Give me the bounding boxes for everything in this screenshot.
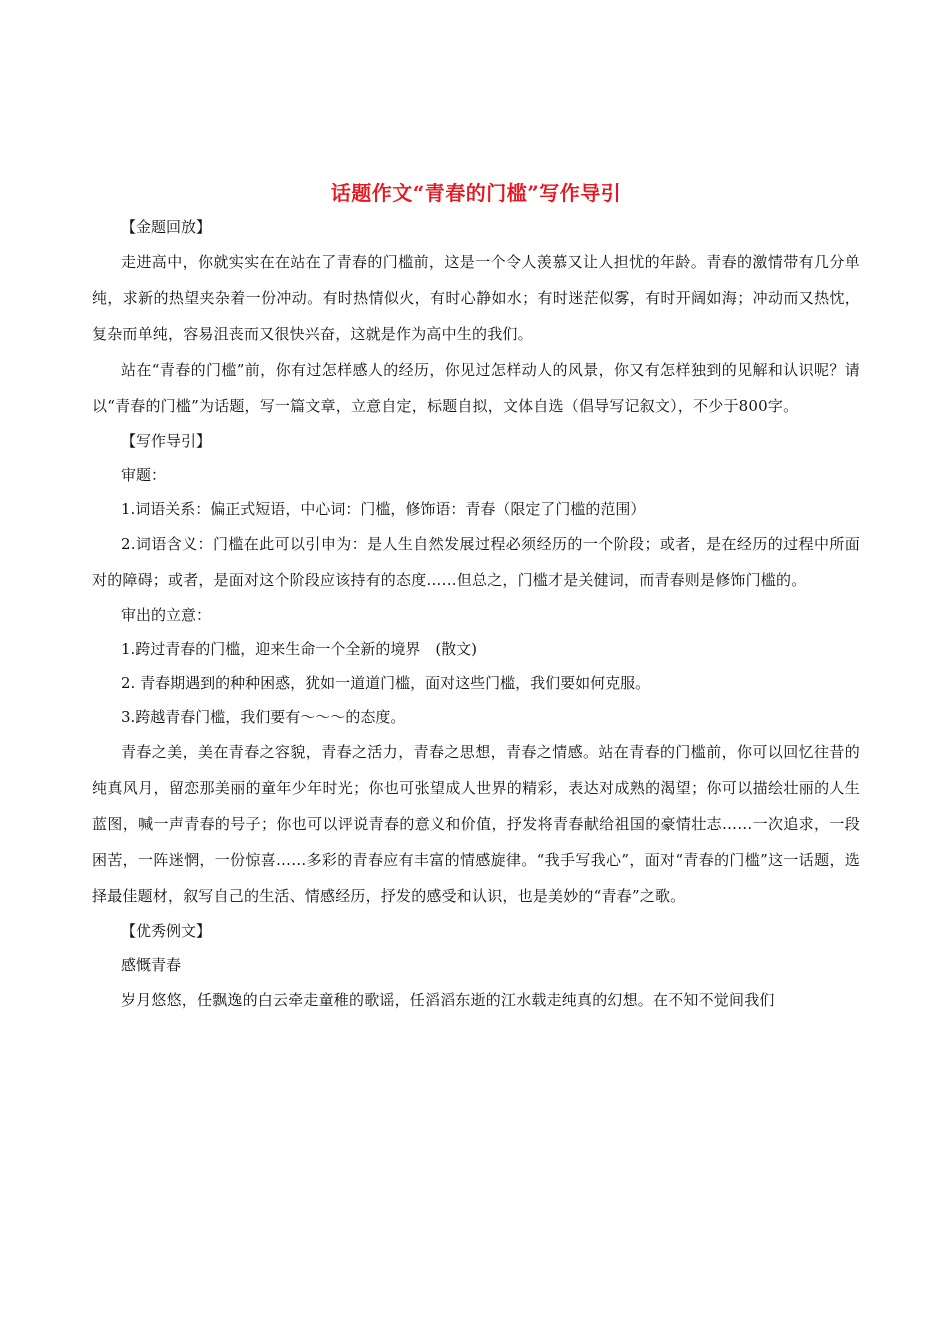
idea-label: 审出的立意： bbox=[121, 606, 212, 624]
guide-paragraph: 青春之美，美在青春之容貌，青春之活力，青春之思想，青春之情感。站在青春的门槛前，你可以回忆往昔的纯真风月，留恋那美丽的童年少年时光；你也可张望成人世界的精彩，表达对成熟的渴望；你可以描绘壮丽的人生蓝图，喊一声青春的号子；你也可以评说青春的意义和价值，抒发将青春献给祖国的豪情壮志……一次追求，一段困苦，一阵迷惘，一份惊喜……多彩的青春应有丰富的情感旋律。“我手写我心”，面对“青春的门槛”这一话题，选择最佳题材，叙写自己的生活、情感经历，抒发的感受和认识，也是美妙的“青春”之歌。 bbox=[92, 743, 860, 905]
topic-paragraph-1: 走进高中，你就实实在在站在了青春的门槛前，这是一个令人羡慕又让人担忧的年龄。青春的激情带有几分单纯，求新的热望夹杂着一份冲动。有时热情似火，有时心静如水；有时迷茫似雾，有时开阔如海；冲动而又热忱，复杂而单纯，容易沮丧而又很快兴奋，这就是作为高中生的我们。 bbox=[92, 253, 860, 343]
section-header-example: 【优秀例文】 bbox=[121, 922, 212, 940]
section-header-topic: 【金题回放】 bbox=[121, 218, 212, 236]
idea-item-2: 2. 青春期遇到的种种困惑，犹如一道道门槛，面对这些门槛，我们要如何克服。 bbox=[121, 674, 651, 692]
review-item-2: 2.词语含义：门槛在此可以引申为：是人生自然发展过程必须经历的一个阶段；或者，是在经历的过程中所面对的障碍；或者，是面对这个阶段应该持有的态度……但总之，门槛才是关健词，而青春则是修饰门槛的。 bbox=[92, 535, 860, 589]
document-page bbox=[92, 178, 860, 1018]
topic-paragraph-2: 站在“青春的门槛”前，你有过怎样感人的经历，你见过怎样动人的风景，你又有怎样独到的见解和认识呢？请以“青春的门槛”为话题，写一篇文章，立意自定，标题自拟，文体自选（倡导写记叙文），不少于800字。 bbox=[92, 361, 860, 415]
example-title: 感慨青春 bbox=[121, 956, 182, 974]
idea-item-3: 3.跨越青春门槛，我们要有～～～的态度。 bbox=[121, 708, 406, 726]
review-item-1: 1.词语关系：偏正式短语，中心词：门槛，修饰语：青春（限定了门槛的范围） bbox=[121, 500, 646, 518]
document-title: 话题作文“青春的门槛”写作导引 bbox=[330, 181, 622, 205]
section-header-guide: 【写作导引】 bbox=[121, 432, 212, 450]
example-paragraph: 岁月悠悠，任飘逸的白云牵走童稚的歌谣，任滔滔东逝的江水载走纯真的幻想。在不知不觉间我们 bbox=[121, 991, 775, 1009]
review-label: 审题： bbox=[121, 466, 167, 484]
idea-item-1: 1.跨过青春的门槛，迎来生命一个全新的境界 (散文) bbox=[121, 640, 478, 658]
